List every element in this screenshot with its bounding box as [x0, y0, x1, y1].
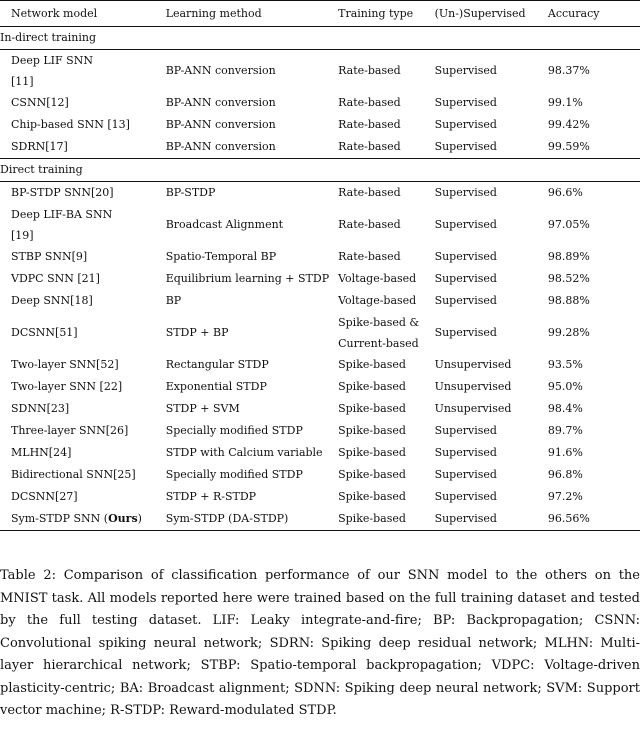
cell-accuracy: 98.37%: [547, 64, 590, 77]
cell-type: Voltage-based: [338, 294, 417, 307]
cell-method: BP-STDP: [165, 186, 216, 199]
cell-accuracy: 96.56%: [547, 512, 590, 525]
cell-supervision: Supervised: [434, 250, 497, 263]
cell-accuracy: 99.1%: [547, 96, 583, 109]
cell-method: Sym-STDP (DA-STDP): [165, 512, 289, 525]
cell-model: [0, 204, 156, 246]
cell-supervision: Supervised: [434, 446, 497, 459]
cell-type: Rate-based: [338, 186, 401, 199]
cell-type: [338, 312, 434, 354]
cell-accuracy: 98.88%: [547, 294, 590, 307]
table-row: [0, 204, 640, 246]
cell-type: Spike-based: [338, 512, 406, 525]
table-row: [0, 442, 640, 464]
cell-accuracy: 96.6%: [547, 186, 583, 199]
cell-type: Spike-based: [338, 446, 406, 459]
table-row: [0, 312, 640, 354]
table-row: [0, 486, 640, 508]
model-name: Sym-STDP SNN (: [11, 512, 109, 525]
model-ref: [19]: [11, 229, 34, 242]
cell-accuracy: 98.4%: [547, 402, 583, 415]
cell-method: Specially modified STDP: [165, 468, 303, 481]
model-name-tail: ): [137, 512, 142, 525]
cell-model: Bidirectional SNN[25]: [11, 468, 136, 481]
table-row: [0, 50, 640, 93]
cell-type: Voltage-based: [338, 272, 417, 285]
header-training-type: Training type: [338, 6, 414, 20]
cell-model: Two-layer SNN[52]: [11, 358, 119, 371]
cell-method: BP-ANN conversion: [165, 64, 276, 77]
cell-model: VDPC SNN [21]: [11, 272, 100, 285]
cell-supervision: Supervised: [434, 424, 497, 437]
cell-model: SDNN[23]: [11, 402, 70, 415]
cell-supervision: Supervised: [434, 96, 497, 109]
table-row-ours: [0, 508, 640, 531]
cell-model: STBP SNN[9]: [11, 250, 88, 263]
cell-model: MLHN[24]: [11, 446, 72, 459]
cell-supervision: Supervised: [434, 272, 497, 285]
cell-accuracy: 95.0%: [547, 380, 583, 393]
model-ref: [11]: [11, 75, 34, 88]
table-row: [0, 290, 640, 312]
cell-supervision: Supervised: [434, 140, 497, 153]
cell-type: Spike-based: [338, 402, 406, 415]
section-direct-training: [0, 159, 640, 182]
cell-type: Spike-based: [338, 468, 406, 481]
section-indirect-training: [0, 27, 640, 50]
cell-accuracy: 98.89%: [547, 250, 590, 263]
cell-supervision: Supervised: [434, 326, 497, 339]
cell-model: BP-STDP SNN[20]: [11, 186, 114, 199]
header-supervision: (Un-)Supervised: [434, 6, 526, 20]
cell-model: CSNN[12]: [11, 96, 69, 109]
table-row: [0, 182, 640, 205]
table-row: [0, 376, 640, 398]
table-row: [0, 246, 640, 268]
cell-accuracy: 89.7%: [547, 424, 583, 437]
cell-model: [0, 508, 156, 531]
cell-accuracy: 97.05%: [547, 218, 590, 231]
cell-supervision: Unsupervised: [434, 358, 512, 371]
section-title: In-direct training: [0, 31, 97, 44]
cell-type: Rate-based: [338, 64, 401, 77]
cell-supervision: Supervised: [434, 512, 497, 525]
header-network-model: Network model: [11, 6, 98, 20]
table-row: [0, 464, 640, 486]
cell-method: Rectangular STDP: [165, 358, 269, 371]
table-row: [0, 398, 640, 420]
cell-method: Spatio-Temporal BP: [165, 250, 277, 263]
cell-supervision: Supervised: [434, 468, 497, 481]
cell-accuracy: 97.2%: [547, 490, 583, 503]
ours-label: Ours: [108, 512, 138, 525]
table-row: [0, 92, 640, 114]
header-learning-method: Learning method: [165, 6, 262, 20]
cell-type: Rate-based: [338, 140, 401, 153]
cell-type: Rate-based: [338, 118, 401, 131]
cell-type: Spike-based: [338, 424, 406, 437]
cell-supervision: Supervised: [434, 64, 497, 77]
cell-method: BP: [165, 294, 182, 307]
cell-type: Rate-based: [338, 250, 401, 263]
cell-method: BP-ANN conversion: [165, 140, 276, 153]
model-name: Deep LIF-BA SNN: [11, 208, 113, 221]
model-name: Deep LIF SNN: [11, 54, 93, 67]
cell-supervision: Supervised: [434, 218, 497, 231]
table-row: [0, 354, 640, 376]
cell-type: Rate-based: [338, 218, 401, 231]
cell-method: Equilibrium learning + STDP: [165, 272, 330, 285]
cell-model: Chip-based SNN [13]: [11, 118, 130, 131]
cell-method: Exponential STDP: [165, 380, 267, 393]
cell-model: DCSNN[27]: [11, 490, 78, 503]
header-accuracy: Accuracy: [547, 6, 600, 20]
cell-method: STDP + BP: [165, 326, 229, 339]
cell-supervision: Unsupervised: [434, 402, 512, 415]
type-line-2: Current-based: [338, 337, 419, 350]
table-row: [0, 420, 640, 442]
section-title: Direct training: [0, 163, 83, 176]
cell-model: SDRN[17]: [11, 140, 68, 153]
table-caption: Table 2: Comparison of classification performance of our SNN model to the others on the MNIST task. All models reported here were trained based on the full training dataset and tested by the full testing dataset. LIF: Leaky integrate-and-fire; BP: Backpropagation; CSNN: Convolutional spiking neural network; SDRN: Spiking deep residual network; MLHN: Multi-layer hierarchical network; STBP: Spatio-temporal backpropagation; VDPC: Voltage-driven plasticity-centric; BA: Broadcast alignment; SDNN: Spiking deep neural network; SVM: Support vector machine; R-STDP: Reward-modulated STDP.: [0, 568, 640, 718]
cell-accuracy: 91.6%: [547, 446, 583, 459]
cell-type: Spike-based: [338, 358, 406, 371]
table-row: [0, 268, 640, 290]
cell-method: BP-ANN conversion: [165, 96, 276, 109]
cell-model: [0, 50, 156, 93]
cell-method: STDP + SVM: [165, 402, 240, 415]
cell-accuracy: 99.28%: [547, 326, 590, 339]
cell-supervision: Supervised: [434, 490, 497, 503]
cell-accuracy: 99.42%: [547, 118, 590, 131]
cell-type: Rate-based: [338, 96, 401, 109]
cell-accuracy: 99.59%: [547, 140, 590, 153]
cell-supervision: Supervised: [434, 294, 497, 307]
cell-method: Specially modified STDP: [165, 424, 303, 437]
cell-type: Spike-based: [338, 380, 406, 393]
cell-method: STDP + R-STDP: [165, 490, 257, 503]
cell-method: BP-ANN conversion: [165, 118, 276, 131]
cell-model: DCSNN[51]: [11, 326, 78, 339]
cell-model: Three-layer SNN[26]: [11, 424, 129, 437]
type-line-1: Spike-based &: [338, 316, 420, 329]
cell-supervision: Unsupervised: [434, 380, 512, 393]
cell-supervision: Supervised: [434, 186, 497, 199]
cell-type: Spike-based: [338, 490, 406, 503]
table-row: [0, 114, 640, 136]
cell-method: Broadcast Alignment: [165, 218, 284, 231]
cell-accuracy: 93.5%: [547, 358, 583, 371]
cell-accuracy: 96.8%: [547, 468, 583, 481]
cell-model: Deep SNN[18]: [11, 294, 93, 307]
table-row: [0, 136, 640, 159]
cell-accuracy: 98.52%: [547, 272, 590, 285]
cell-method: STDP with Calcium variable: [165, 446, 323, 459]
cell-model: Two-layer SNN [22]: [11, 380, 123, 393]
cell-supervision: Supervised: [434, 118, 497, 131]
table-header-row: [0, 1, 640, 27]
